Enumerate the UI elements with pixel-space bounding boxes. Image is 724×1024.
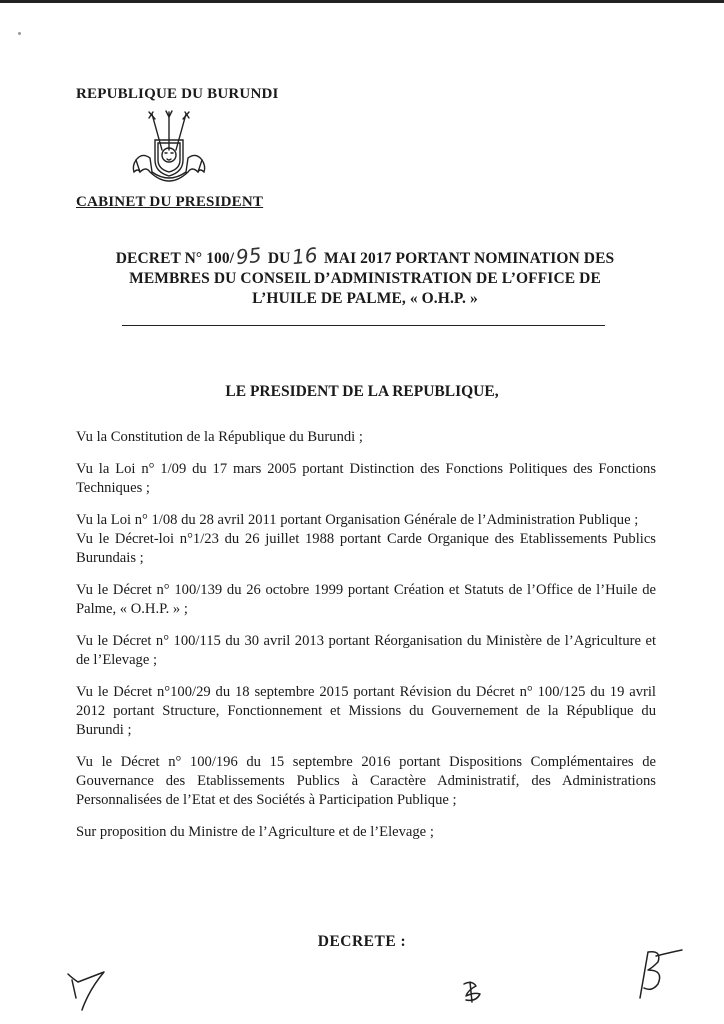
considerations-body bbox=[76, 428, 656, 855]
decree-title-rest: MAI 2017 PORTANT NOMINATION DES bbox=[324, 250, 615, 267]
scan-speck bbox=[18, 32, 21, 35]
initials-middle-signature bbox=[458, 976, 488, 1006]
decree-du: DU bbox=[267, 250, 291, 267]
decree-title bbox=[60, 242, 670, 309]
initials-right-signature bbox=[628, 946, 686, 1002]
consideration-loi-1-09: Vu la Loi n° 1/09 du 17 mars 2005 portant Distinction des Fonctions Politiques des Fonctions Techniques ; bbox=[76, 461, 656, 496]
consideration-proposition: Sur proposition du Ministre de l’Agriculture et de l’Elevage ; bbox=[76, 824, 434, 840]
consideration-decret-100-196: Vu le Décret n° 100/196 du 15 septembre 2016 portant Dispositions Complémentaires de Gouvernance des Etablissements Publics à Caractère Administratif, des Administrations Personnalisées de l’Etat et des Sociétés à Participation Publique ; bbox=[76, 754, 656, 808]
consideration-decret-100-29: Vu le Décret n°100/29 du 18 septembre 2015 portant Révision du Décret n° 100/125 du 19 avril 2012 portant Structure, Fonctionnement et Missions du Gouvernement de la République du Burundi ; bbox=[76, 684, 656, 738]
decree-title-line-2: MEMBRES DU CONSEIL D’ADMINISTRATION DE L’OFFICE DE bbox=[129, 270, 601, 287]
consideration-loi-1-08: Vu la Loi n° 1/08 du 28 avril 2011 portant Organisation Générale de l’Administration Publique ; bbox=[76, 512, 639, 528]
handwritten-decree-day: 16 bbox=[291, 242, 320, 270]
consideration-constitution: Vu la Constitution de la République du Burundi ; bbox=[76, 429, 363, 445]
decree-title-line-3: L’HUILE DE PALME, « O.H.P. » bbox=[252, 290, 478, 307]
country-header: REPUBLIQUE DU BURUNDI bbox=[76, 86, 279, 102]
handwritten-decree-number: 95 bbox=[234, 242, 264, 270]
consideration-decret-100-139: Vu le Décret n° 100/139 du 26 octobre 1999 portant Création et Statuts de l’Office de l’Huile de Palme, « O.H.P. » ; bbox=[76, 582, 656, 617]
decree-title-line-1 bbox=[60, 242, 670, 270]
decree-number-prefix: DECRET N° 100/ bbox=[115, 250, 235, 267]
consideration-decret-100-115: Vu le Décret n° 100/115 du 30 avril 2013 portant Réorganisation du Ministère de l’Agriculture et de l’Elevage ; bbox=[76, 633, 656, 668]
president-heading: LE PRESIDENT DE LA REPUBLIQUE, bbox=[225, 383, 499, 400]
page-top-edge bbox=[0, 0, 724, 3]
burundi-coat-of-arms-icon bbox=[122, 110, 216, 192]
cabinet-header: CABINET DU PRESIDENT bbox=[76, 194, 264, 210]
initials-left-signature bbox=[64, 968, 108, 1012]
consideration-decret-loi-1-23: Vu le Décret-loi n°1/23 du 26 juillet 1988 portant Carde Organique des Etablissements Publics Burundais ; bbox=[76, 531, 656, 566]
title-underline-rule bbox=[122, 325, 605, 326]
decrete-heading: DECRETE : bbox=[317, 933, 407, 950]
